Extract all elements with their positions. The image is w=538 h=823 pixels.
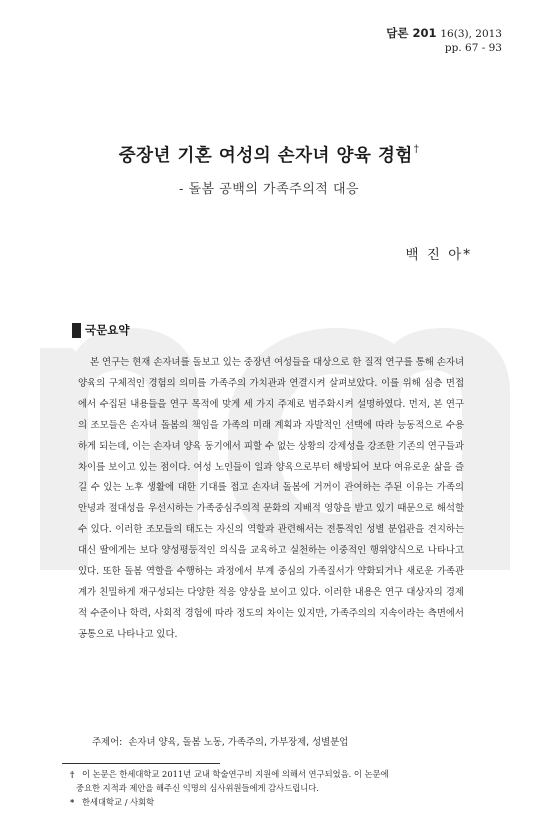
footnote-divider <box>62 763 220 764</box>
paper-title-text: 중장년 기혼 여성의 손자녀 양육 경험 <box>118 146 413 166</box>
footnote-star <box>70 795 490 809</box>
keywords <box>92 734 348 748</box>
author-name: 백 진 아* <box>405 247 472 263</box>
abstract-body: 본 연구는 현재 손자녀를 돌보고 있는 중장년 여성들을 대상으로 한 질적 연구를 통해 손자녀 양육의 구체적인 경험의 의미를 가족주의 가치관과 연결시켜 살펴보았다. 이를 위해 심층 면접에서 수집된 내용들을 연구 목적에 맞게 세 가지 주제로 범주화시켜 설명하였다. 먼저, 본 연구의 조모들은 손자녀 돌봄의 책임을 가족의 미래 계획과 자발적인 선택에 따라 능동적으로 수용하게 되는데, 이는 손자녀 양육 동기에서 피할 수 없는 상황의 강제성을 강조한 기존의 연구들과 차이를 보이고 있는 점이다. 여성 노인들이 일과 양육으로부터 해방되어 보다 여유로운 삶을 즐길 수 있는 노후 생활에 대한 기대를 접고 손자녀 돌봄에 거꺼이 관여하는 주된 이유는 가족의 안녕과 절대성을 우선시하는 가족중심주의적 문화의 지배적 영향을 받고 있기 때문으로 해석할 수 있다. 이러한 조모들의 태도는 자신의 역할과 관련해서는 전통적인 성별 분업관을 견지하는 대신 딸에게는 보다 양성평등적인 의식을 교육하고 실천하는 이중적인 행위양식으로 나타나고 있다. 또한 돌봄 역할을 수행하는 과정에서 부계 중심의 가족질서가 약화되거나 새로운 가족관계가 친밀하게 재구성되는 다양한 적응 양상을 보이고 있다. 이러한 내용은 연구 대상자의 경제적 수준이나 학력, 사회적 경험에 따라 정도의 차이는 있지만, 가족주의의 지속이라는 측면에서 공통으로 나타나고 있다. <box>78 357 464 640</box>
journal-issue: 16(3), 2013 <box>440 28 502 40</box>
journal-header <box>386 26 502 55</box>
keywords-list: 손자녀 양육, 돌봄 노동, 가족주의, 가부장제, 성별분업 <box>128 737 349 748</box>
paper-title <box>0 142 538 167</box>
keywords-label: 주제어: <box>92 737 123 748</box>
title-footnote-mark: † <box>413 144 420 155</box>
paper-subtitle: - 돌봄 공백의 가족주의적 대응 <box>178 182 360 197</box>
heading-bar <box>72 323 81 338</box>
abstract-heading <box>72 322 129 338</box>
footnote-star-text: 한세대학교 / 사회학 <box>82 797 155 807</box>
footnotes <box>70 767 490 809</box>
star-mark: * <box>70 797 75 807</box>
abstract-heading-text: 국문요약 <box>85 323 130 337</box>
footnote-dagger <box>70 767 490 781</box>
dagger-mark: † <box>70 769 75 779</box>
journal-name: 담론 201 <box>386 26 437 40</box>
footnote-dagger-cont: 중요한 지적과 제안을 해주신 익명의 심사위원들에게 감사드립니다. <box>76 783 319 793</box>
footnote-dagger-line1: 이 논문은 한세대학교 2011년 교내 학술연구비 지원에 의해서 연구되었음. 이 논문에 <box>82 769 389 779</box>
page-range: pp. 67 - 93 <box>444 42 502 54</box>
